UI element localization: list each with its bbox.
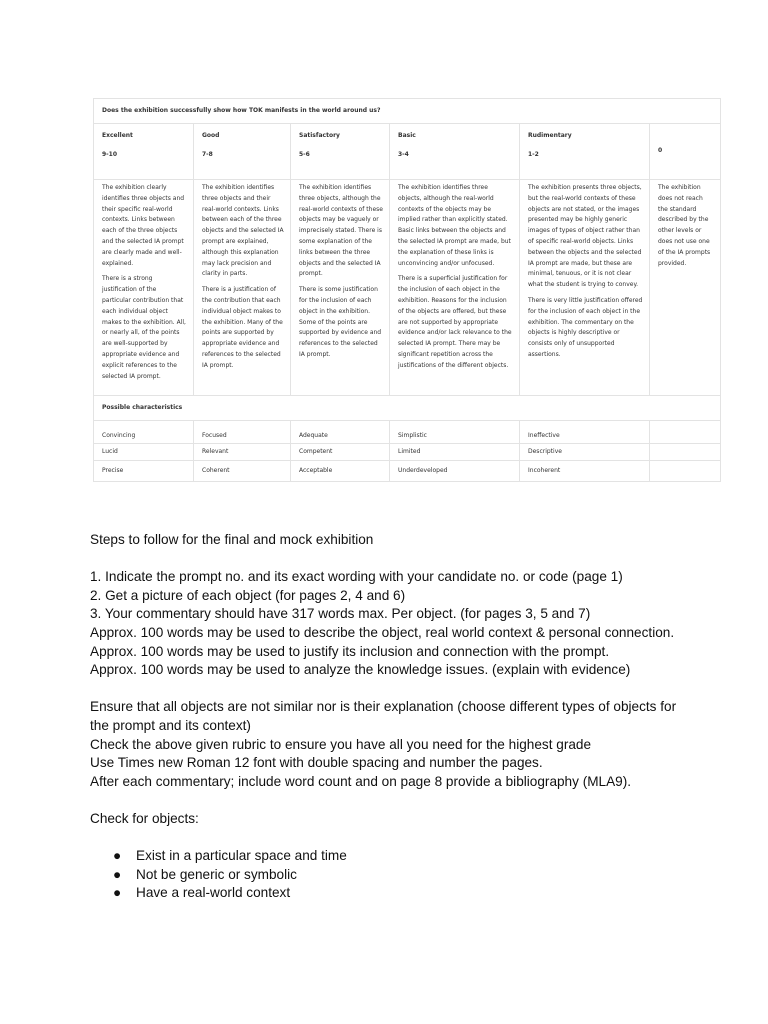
characteristic-cell bbox=[650, 461, 721, 482]
level-desc-rudimentary: The exhibition presents three objects, but the real-world contexts of these objects are not stated, or the images presented may be highly generic images of types of object rather than of specific real-world objects. Links between the objects and the selected IA prompt are made, but these are minimal, tenuous, or it is not clear what the student is trying to convey. There is very little justification offered for the inclusion of each object in the exhibition. The commentary on the objects is highly descriptive or consists only of unsupported assertions. bbox=[520, 180, 650, 396]
characteristic-cell: Ineffective bbox=[520, 421, 650, 444]
level-desc-good: The exhibition identifies three objects and their real-world contexts. Links between each of the three objects and the selected IA prompt are explained, although this explanation may lack precision and clarity in parts. There is a justification of the contribution that each individual object makes to the exhibition. Many of the points are supported by appropriate evidence and references to the selected IA prompt. bbox=[194, 180, 291, 396]
rubric-question: Does the exhibition successfully show how TOK manifests in the world around us? bbox=[94, 99, 721, 124]
characteristics-label: Possible characteristics bbox=[94, 396, 721, 421]
characteristic-cell: Descriptive bbox=[520, 444, 650, 461]
characteristic-cell: Lucid bbox=[94, 444, 194, 461]
rubric-table bbox=[93, 98, 721, 482]
characteristic-cell bbox=[650, 421, 721, 444]
instructions bbox=[90, 531, 690, 903]
step-line: 1. Indicate the prompt no. and its exact wording with your candidate no. or code (page 1) bbox=[90, 569, 623, 585]
level-desc-satisfactory: The exhibition identifies three objects, although the real-world contexts of these objects may be vaguely or imprecisely stated. There is some explanation of the links between the three objects and the selected IA prompt. There is some justification for the inclusion of each object in the exhibition. Some of the points are supported by evidence and references to the selected IA prompt. bbox=[291, 180, 390, 396]
level-header-satisfactory: Satisfactory 5-6 bbox=[291, 124, 390, 180]
step-line: Approx. 100 words may be used to justify its inclusion and connection with the prompt. bbox=[90, 643, 610, 659]
list-item: ● Not be generic or symbolic bbox=[90, 866, 690, 885]
note-line: Ensure that all objects are not similar nor is their explanation (choose different types of objects for the prompt and its context) bbox=[90, 699, 677, 733]
characteristic-cell: Competent bbox=[291, 444, 390, 461]
characteristic-cell: Convincing bbox=[94, 421, 194, 444]
characteristic-cell: Acceptable bbox=[291, 461, 390, 482]
note-line: After each commentary; include word count and on page 8 provide a bibliography (MLA9). bbox=[90, 773, 632, 789]
step-line: Approx. 100 words may be used to analyze the knowledge issues. (explain with evidence) bbox=[90, 662, 631, 678]
note-line: Check the above given rubric to ensure you have all you need for the highest grade bbox=[90, 736, 592, 752]
characteristic-cell: Incoherent bbox=[520, 461, 650, 482]
instructions-heading: Steps to follow for the final and mock exhibition bbox=[90, 532, 374, 547]
step-line: 2. Get a picture of each object (for pages 2, 4 and 6) bbox=[90, 587, 406, 603]
check-list bbox=[90, 847, 690, 903]
characteristic-cell: Relevant bbox=[194, 444, 291, 461]
list-item: ● Have a real-world context bbox=[90, 884, 690, 903]
level-desc-zero: The exhibition does not reach the standard described by the other levels or does not use one of the IA prompts provided. bbox=[650, 180, 721, 396]
list-item: ● Exist in a particular space and time bbox=[90, 847, 690, 866]
step-line: 3. Your commentary should have 317 words max. Per object. (for pages 3, 5 and 7) bbox=[90, 606, 591, 622]
level-header-good: Good 7-8 bbox=[194, 124, 291, 180]
step-line: Approx. 100 words may be used to describe the object, real world context & personal connection. bbox=[90, 624, 675, 640]
characteristic-cell bbox=[650, 444, 721, 461]
characteristic-cell: Limited bbox=[390, 444, 520, 461]
bullet-icon: ● bbox=[113, 885, 122, 901]
characteristic-cell: Underdeveloped bbox=[390, 461, 520, 482]
characteristic-cell: Focused bbox=[194, 421, 291, 444]
characteristic-cell: Simplistic bbox=[390, 421, 520, 444]
bullet-icon: ● bbox=[113, 848, 122, 864]
level-header-zero: 0 bbox=[650, 124, 721, 180]
note-line: Use Times new Roman 12 font with double spacing and number the pages. bbox=[90, 755, 543, 771]
characteristic-cell: Coherent bbox=[194, 461, 291, 482]
level-header-basic: Basic 3-4 bbox=[390, 124, 520, 180]
level-desc-basic: The exhibition identifies three objects, although the real-world contexts of the objects may be implied rather than explicitly stated. Basic links between the objects and the selected IA prompt are made, but the explanation of these links is unconvincing and/or unfocused. There is a superficial justification for the inclusion of each object in the exhibition. Reasons for the inclusion of the objects are offered, but these are not supported by appropriate evidence and/or lack relevance to the selected IA prompt. There may be significant repetition across the justifications of the different objects. bbox=[390, 180, 520, 396]
level-header-excellent: Excellent 9-10 bbox=[94, 124, 194, 180]
level-header-rudimentary: Rudimentary 1-2 bbox=[520, 124, 650, 180]
bullet-icon: ● bbox=[113, 866, 122, 882]
check-heading: Check for objects: bbox=[90, 810, 199, 826]
characteristic-cell: Precise bbox=[94, 461, 194, 482]
characteristic-cell: Adequate bbox=[291, 421, 390, 444]
level-desc-excellent: The exhibition clearly identifies three objects and their specific real-world contexts. Links between each of the three objects and the selected IA prompt are clearly made and well-explained. There is a strong justification of the particular contribution that each individual object makes to the exhibition. All, or nearly all, of the points are well-supported by appropriate evidence and explicit references to the selected IA prompt. bbox=[94, 180, 194, 396]
